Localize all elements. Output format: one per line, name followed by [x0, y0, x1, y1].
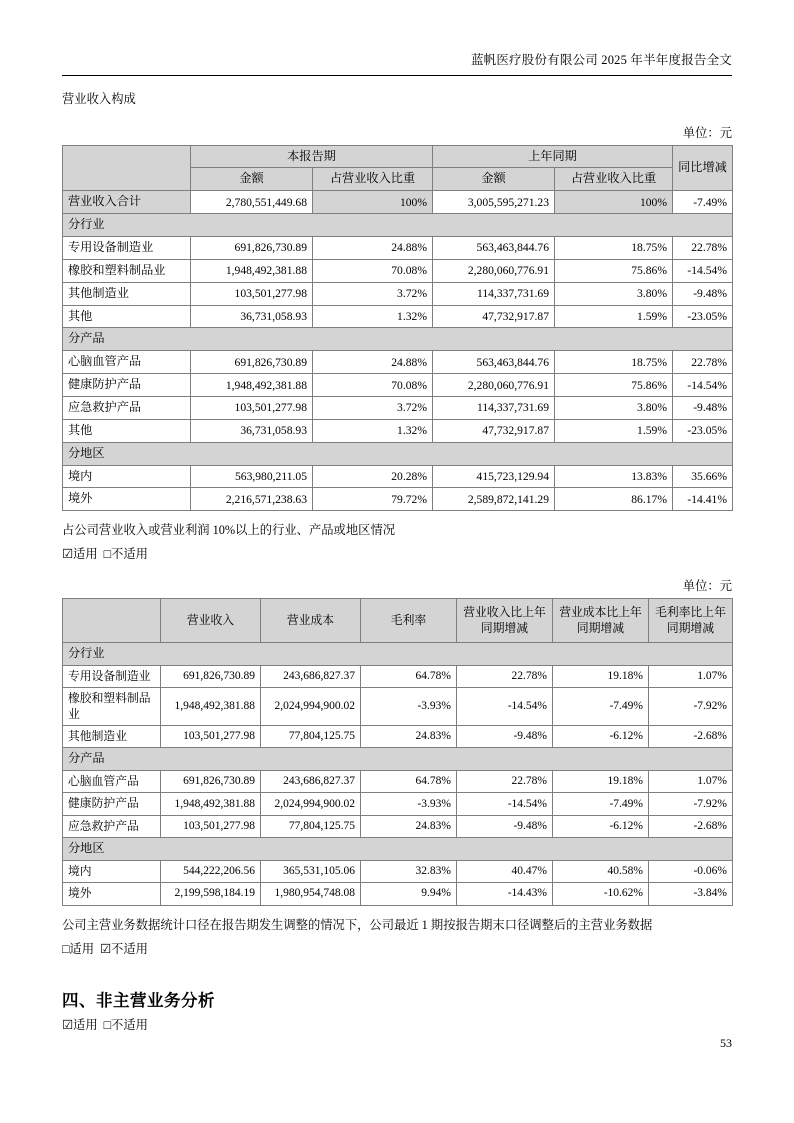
row-label: 橡胶和塑料制品业	[63, 688, 161, 726]
cell-gross-margin: -3.93%	[361, 793, 457, 815]
row-label: 其他制造业	[63, 282, 191, 305]
cell-revenue: 691,826,730.89	[161, 665, 261, 687]
table-row	[63, 883, 733, 905]
table-row	[63, 793, 733, 815]
cell-current-share: 79.72%	[313, 488, 433, 511]
cell-gross-margin: 24.83%	[361, 725, 457, 747]
cell-prior-share: 3.80%	[555, 282, 673, 305]
adjustment-applicability	[62, 939, 732, 957]
revenue-composition-header	[63, 145, 733, 191]
header-current-amount: 金额	[191, 168, 313, 191]
cell-prior-share: 3.80%	[555, 397, 673, 420]
table-row	[63, 397, 733, 420]
cell-prior-amount: 415,723,129.94	[433, 465, 555, 488]
header-current-period: 本报告期	[191, 145, 433, 168]
cell-prior-amount: 47,732,917.87	[433, 305, 555, 328]
table-row	[63, 419, 733, 442]
header-yoy-change: 同比增减	[673, 145, 733, 191]
cell-revenue-yoy: -14.54%	[457, 688, 553, 726]
cell-cost-yoy: -6.12%	[553, 815, 649, 837]
checkbox-applicable-checked[interactable]: ☑适用	[62, 1017, 98, 1032]
revenue-composition-caption: 营业收入构成	[62, 91, 136, 106]
group-label: 分产品	[63, 748, 733, 771]
table-row	[63, 488, 733, 511]
cell-prior-share: 1.59%	[555, 419, 673, 442]
cell-revenue-yoy: 40.47%	[457, 860, 553, 882]
cell-current-amount: 103,501,277.98	[191, 282, 313, 305]
header-gross-margin: 毛利率	[361, 599, 457, 643]
row-label: 境内	[63, 860, 161, 882]
cell-current-share: 3.72%	[313, 282, 433, 305]
cell-cost: 77,804,125.75	[261, 815, 361, 837]
revenue-composition-unit: 单位：元	[682, 125, 732, 140]
row-label: 境外	[63, 883, 161, 905]
cell-current-share: 24.88%	[313, 236, 433, 259]
cell-current-share: 1.32%	[313, 305, 433, 328]
cell-revenue: 544,222,206.56	[161, 860, 261, 882]
cell-current-share: 20.28%	[313, 465, 433, 488]
cell-gross-margin: 64.78%	[361, 665, 457, 687]
row-label: 健康防护产品	[63, 374, 191, 397]
header-prior-amount: 金额	[433, 168, 555, 191]
cell-current-amount: 2,780,551,449.68	[191, 191, 313, 214]
cell-cost: 1,980,954,748.08	[261, 883, 361, 905]
group-label: 分行业	[63, 214, 733, 237]
cell-prior-amount: 114,337,731.69	[433, 282, 555, 305]
table-row	[63, 282, 733, 305]
row-label: 心脑血管产品	[63, 351, 191, 374]
table-group-row	[63, 643, 733, 666]
cell-current-amount: 1,948,492,381.88	[191, 259, 313, 282]
adjustment-note-text: 公司主营业务数据统计口径在报告期发生调整的情况下，公司最近 1 期按报告期末口径调整后的主营业务数据	[62, 917, 653, 932]
cell-current-amount: 103,501,277.98	[191, 397, 313, 420]
cell-margin-yoy: 1.07%	[649, 665, 733, 687]
table-row	[63, 374, 733, 397]
row-label: 橡胶和塑料制品业	[63, 259, 191, 282]
cell-revenue-yoy: 22.78%	[457, 771, 553, 793]
cell-prior-share: 86.17%	[555, 488, 673, 511]
cell-prior-amount: 2,589,872,141.29	[433, 488, 555, 511]
cell-current-amount: 563,980,211.05	[191, 465, 313, 488]
cell-margin-yoy: -7.92%	[649, 793, 733, 815]
cell-margin-yoy: -0.06%	[649, 860, 733, 882]
cell-gross-margin: 9.94%	[361, 883, 457, 905]
revenue-composition-body	[63, 191, 733, 511]
page-number: 53	[720, 1036, 732, 1050]
cell-yoy: -14.54%	[673, 374, 733, 397]
cell-current-amount: 2,216,571,238.63	[191, 488, 313, 511]
cell-cost-yoy: 19.18%	[553, 771, 649, 793]
cell-cost-yoy: -6.12%	[553, 725, 649, 747]
cell-revenue-yoy: -14.43%	[457, 883, 553, 905]
non-core-section-title: 四、非主营业务分析	[62, 990, 215, 1010]
cell-revenue: 1,948,492,381.88	[161, 793, 261, 815]
group-label: 分产品	[63, 328, 733, 351]
cell-cost: 243,686,827.37	[261, 665, 361, 687]
cell-cost-yoy: -7.49%	[553, 688, 649, 726]
cell-prior-share: 13.83%	[555, 465, 673, 488]
cell-gross-margin: -3.93%	[361, 688, 457, 726]
cell-current-share: 100%	[313, 191, 433, 214]
segment-detail-unit: 单位：元	[682, 579, 732, 594]
table-header-row	[63, 145, 733, 168]
row-label: 其他	[63, 305, 191, 328]
table-group-row	[63, 838, 733, 861]
table-group-row	[63, 328, 733, 351]
cell-prior-share: 18.75%	[555, 351, 673, 374]
header-current-share: 占营业收入比重	[313, 168, 433, 191]
cell-prior-amount: 2,280,060,776.91	[433, 374, 555, 397]
cell-prior-amount: 2,280,060,776.91	[433, 259, 555, 282]
checkbox-not-applicable-unchecked[interactable]: □不适用	[103, 1017, 148, 1032]
table-row	[63, 305, 733, 328]
cell-yoy: -23.05%	[673, 419, 733, 442]
table-total-row	[63, 191, 733, 214]
cell-prior-amount: 563,463,844.76	[433, 236, 555, 259]
cell-cost: 2,024,994,900.02	[261, 688, 361, 726]
cell-gross-margin: 64.78%	[361, 771, 457, 793]
cell-current-amount: 691,826,730.89	[191, 351, 313, 374]
cell-current-share: 24.88%	[313, 351, 433, 374]
cell-cost: 2,024,994,900.02	[261, 793, 361, 815]
header-cost-yoy: 营业成本比上年同期增减	[553, 599, 649, 643]
table-group-row	[63, 214, 733, 237]
cell-current-amount: 36,731,058.93	[191, 305, 313, 328]
cell-revenue: 103,501,277.98	[161, 725, 261, 747]
cell-yoy: 22.78%	[673, 351, 733, 374]
row-label: 专用设备制造业	[63, 665, 161, 687]
checkbox-applicable-unchecked[interactable]: □适用	[62, 941, 95, 956]
cell-revenue: 1,948,492,381.88	[161, 688, 261, 726]
cell-revenue: 691,826,730.89	[161, 771, 261, 793]
row-label: 应急救护产品	[63, 397, 191, 420]
segment-detail-header	[63, 599, 733, 643]
cell-revenue: 103,501,277.98	[161, 815, 261, 837]
header-cost: 营业成本	[261, 599, 361, 643]
cell-current-share: 70.08%	[313, 374, 433, 397]
segment-detail-table	[62, 598, 733, 905]
table-group-row	[63, 442, 733, 465]
row-label: 专用设备制造业	[63, 236, 191, 259]
cell-revenue-yoy: -14.54%	[457, 793, 553, 815]
header-revenue-yoy: 营业收入比上年同期增减	[457, 599, 553, 643]
table-row	[63, 688, 733, 726]
cell-cost-yoy: 40.58%	[553, 860, 649, 882]
cell-margin-yoy: -2.68%	[649, 815, 733, 837]
checkbox-applicable-checked[interactable]: ☑适用	[62, 547, 98, 562]
cell-margin-yoy: -3.84%	[649, 883, 733, 905]
cell-prior-share: 75.86%	[555, 259, 673, 282]
row-label: 健康防护产品	[63, 793, 161, 815]
cell-yoy: 22.78%	[673, 236, 733, 259]
cell-cost: 365,531,105.06	[261, 860, 361, 882]
header-blank	[63, 599, 161, 643]
cell-current-amount: 36,731,058.93	[191, 419, 313, 442]
table-row	[63, 259, 733, 282]
cell-yoy: -14.41%	[673, 488, 733, 511]
revenue-composition-table	[62, 145, 733, 512]
cell-gross-margin: 32.83%	[361, 860, 457, 882]
cell-cost: 243,686,827.37	[261, 771, 361, 793]
row-label: 心脑血管产品	[63, 771, 161, 793]
header-margin-yoy: 毛利率比上年同期增减	[649, 599, 733, 643]
cell-margin-yoy: 1.07%	[649, 771, 733, 793]
checkbox-not-applicable-unchecked[interactable]: □不适用	[103, 547, 148, 562]
non-core-applicability	[62, 1015, 732, 1033]
table-row	[63, 771, 733, 793]
row-label: 其他	[63, 419, 191, 442]
table-row	[63, 860, 733, 882]
row-label: 境外	[63, 488, 191, 511]
cell-revenue-yoy: 22.78%	[457, 665, 553, 687]
table-row	[63, 725, 733, 747]
cell-prior-amount: 3,005,595,271.23	[433, 191, 555, 214]
header-revenue: 营业收入	[161, 599, 261, 643]
cell-prior-share: 18.75%	[555, 236, 673, 259]
segment-section-intro: 占公司营业收入或营业利润 10%以上的行业、产品或地区情况	[62, 523, 396, 538]
table-row	[63, 236, 733, 259]
cell-current-amount: 1,948,492,381.88	[191, 374, 313, 397]
segment-detail-body	[63, 643, 733, 906]
group-label: 分地区	[63, 838, 733, 861]
row-label: 境内	[63, 465, 191, 488]
header-prior-share: 占营业收入比重	[555, 168, 673, 191]
cell-prior-amount: 47,732,917.87	[433, 419, 555, 442]
cell-cost-yoy: 19.18%	[553, 665, 649, 687]
cell-prior-share: 100%	[555, 191, 673, 214]
cell-yoy: -14.54%	[673, 259, 733, 282]
cell-prior-amount: 563,463,844.76	[433, 351, 555, 374]
cell-yoy: -23.05%	[673, 305, 733, 328]
row-label: 营业收入合计	[63, 191, 191, 214]
row-label: 其他制造业	[63, 725, 161, 747]
cell-prior-share: 1.59%	[555, 305, 673, 328]
group-label: 分地区	[63, 442, 733, 465]
cell-current-share: 1.32%	[313, 419, 433, 442]
table-row	[63, 665, 733, 687]
cell-margin-yoy: -7.92%	[649, 688, 733, 726]
cell-revenue-yoy: -9.48%	[457, 725, 553, 747]
cell-prior-share: 75.86%	[555, 374, 673, 397]
cell-cost-yoy: -10.62%	[553, 883, 649, 905]
table-header-row	[63, 599, 733, 643]
table-row	[63, 465, 733, 488]
cell-current-share: 70.08%	[313, 259, 433, 282]
cell-current-amount: 691,826,730.89	[191, 236, 313, 259]
cell-prior-amount: 114,337,731.69	[433, 397, 555, 420]
running-header	[62, 0, 732, 70]
row-label: 应急救护产品	[63, 815, 161, 837]
cell-cost: 77,804,125.75	[261, 725, 361, 747]
cell-yoy: 35.66%	[673, 465, 733, 488]
cell-margin-yoy: -2.68%	[649, 725, 733, 747]
checkbox-not-applicable-checked[interactable]: ☑不适用	[100, 941, 148, 956]
segment-applicability	[62, 544, 732, 562]
table-row	[63, 351, 733, 374]
group-label: 分行业	[63, 643, 733, 666]
header-blank	[63, 145, 191, 191]
cell-cost-yoy: -7.49%	[553, 793, 649, 815]
cell-revenue: 2,199,598,184.19	[161, 883, 261, 905]
header-prior-period: 上年同期	[433, 145, 673, 168]
cell-yoy: -9.48%	[673, 397, 733, 420]
cell-yoy: -9.48%	[673, 282, 733, 305]
running-header-title: 蓝帆医疗股份有限公司 2025 年半年度报告全文	[470, 53, 732, 67]
cell-revenue-yoy: -9.48%	[457, 815, 553, 837]
cell-gross-margin: 24.83%	[361, 815, 457, 837]
table-row	[63, 815, 733, 837]
table-group-row	[63, 748, 733, 771]
cell-current-share: 3.72%	[313, 397, 433, 420]
cell-yoy: -7.49%	[673, 191, 733, 214]
